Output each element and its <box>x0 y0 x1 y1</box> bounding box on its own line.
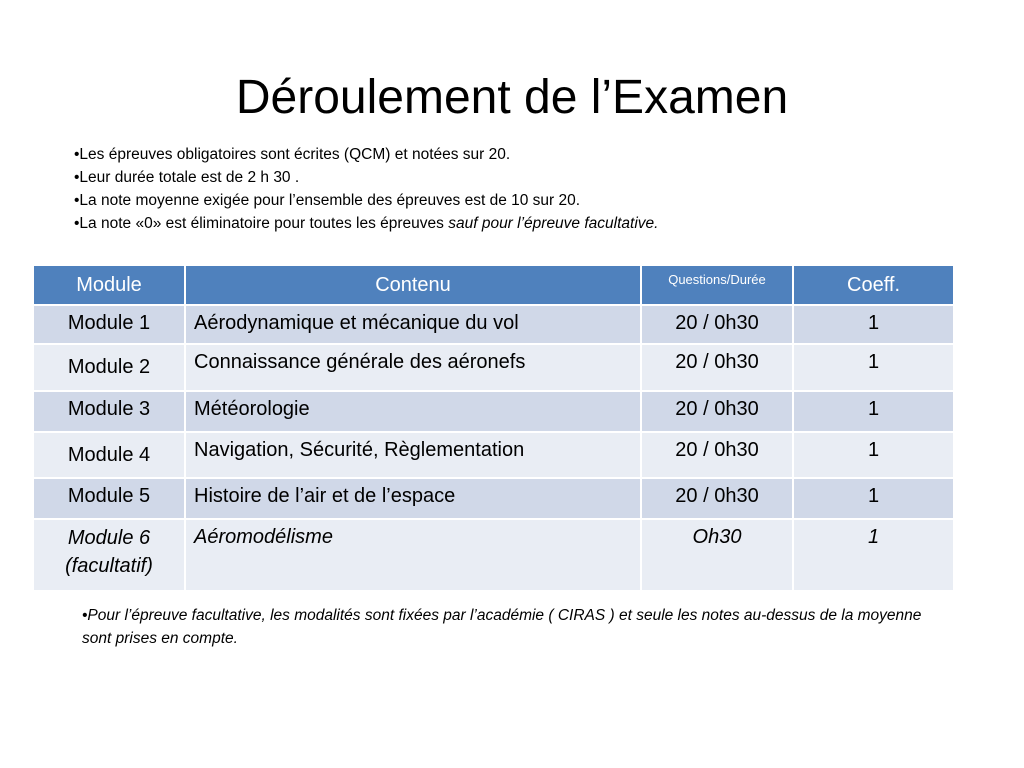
bullet-text: •La note «0» est éliminatoire pour toutes les épreuves <box>74 215 449 232</box>
bullet-text: •La note moyenne exigée pour l’ensemble des épreuves est de 10 sur 20. <box>74 192 581 209</box>
table-row <box>33 432 954 478</box>
table-row <box>33 519 954 591</box>
header-questions-duree: Questions/Durée <box>641 265 793 305</box>
cell-questions: 20 / 0h30 <box>641 305 793 344</box>
cell-contenu: Navigation, Sécurité, Règlementation <box>185 432 641 478</box>
table-row <box>33 478 954 519</box>
cell-questions: 20 / 0h30 <box>641 432 793 478</box>
cell-module: Module 1 <box>33 305 185 344</box>
cell-questions: 20 / 0h30 <box>641 344 793 391</box>
cell-coeff: 1 <box>793 305 954 344</box>
header-module: Module <box>33 265 185 305</box>
cell-module: Module 4 <box>33 432 185 478</box>
exam-table <box>32 264 955 592</box>
cell-contenu: Aérodynamique et mécanique du vol <box>185 305 641 344</box>
bullet-item <box>74 189 974 212</box>
bullet-text: •Leur durée totale est de 2 h 30 . <box>74 169 300 186</box>
cell-contenu: Connaissance générale des aéronefs <box>185 344 641 391</box>
cell-module: Module 6 (facultatif) <box>33 519 185 591</box>
bullet-list <box>74 143 974 235</box>
footnote-optional-exam: •Pour l’épreuve facultative, les modalités sont fixées par l’académie ( CIRAS ) et seule les notes au-dessus de la moyenne sont prises en compte. <box>82 607 922 647</box>
header-coeff: Coeff. <box>793 265 954 305</box>
table-header-row <box>33 265 954 305</box>
slide-title: Déroulement de l’Examen <box>235 71 789 124</box>
cell-module: Module 3 <box>33 391 185 432</box>
bullet-item <box>74 143 974 166</box>
header-contenu: Contenu <box>185 265 641 305</box>
bullet-italic-text: sauf pour l’épreuve facultative. <box>448 215 659 232</box>
cell-module: Module 2 <box>33 344 185 391</box>
bullet-item <box>74 166 974 189</box>
cell-contenu: Aéromodélisme <box>185 519 641 591</box>
cell-questions: 20 / 0h30 <box>641 478 793 519</box>
cell-coeff: 1 <box>793 519 954 591</box>
cell-contenu: Histoire de l’air et de l’espace <box>185 478 641 519</box>
cell-module: Module 5 <box>33 478 185 519</box>
table-row <box>33 305 954 344</box>
cell-questions: Oh30 <box>641 519 793 591</box>
bullet-item <box>74 212 974 235</box>
cell-coeff: 1 <box>793 391 954 432</box>
cell-coeff: 1 <box>793 478 954 519</box>
cell-coeff: 1 <box>793 432 954 478</box>
bullet-text: •Les épreuves obligatoires sont écrites (QCM) et notées sur 20. <box>74 146 511 163</box>
table-row <box>33 391 954 432</box>
cell-coeff: 1 <box>793 344 954 391</box>
cell-questions: 20 / 0h30 <box>641 391 793 432</box>
table-row <box>33 344 954 391</box>
cell-contenu: Météorologie <box>185 391 641 432</box>
